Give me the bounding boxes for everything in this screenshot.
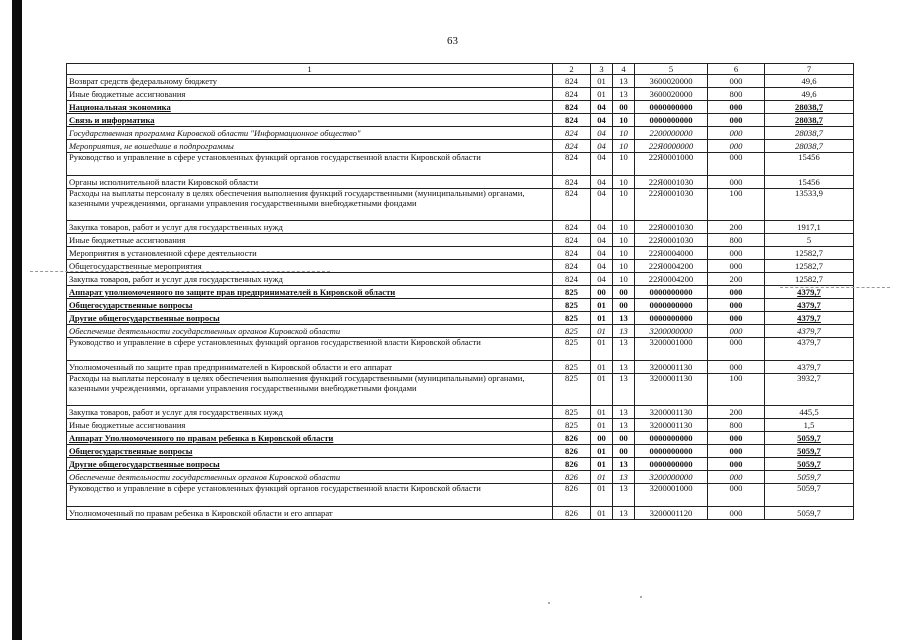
amount-cell: 28038,7	[765, 114, 854, 127]
admin-code-cell: 825	[553, 374, 591, 406]
expense-type-cell: 200	[708, 273, 765, 286]
target-article-cell: 0000000000	[635, 299, 708, 312]
row-name-cell: Закупка товаров, работ и услуг для государственных нужд	[67, 406, 553, 419]
amount-cell: 4379,7	[765, 325, 854, 338]
page-number: 63	[447, 35, 458, 47]
expense-type-cell: 000	[708, 471, 765, 484]
expense-type-cell: 000	[708, 127, 765, 140]
amount-cell: 5059,7	[765, 458, 854, 471]
amount-cell: 4379,7	[765, 338, 854, 361]
expense-type-cell: 000	[708, 176, 765, 189]
table-row	[67, 114, 854, 127]
row-name-cell: Общегосударственные мероприятия	[67, 260, 553, 273]
target-article-cell: 3600020000	[635, 75, 708, 88]
amount-cell: 5059,7	[765, 471, 854, 484]
amount-cell: 1917,1	[765, 221, 854, 234]
admin-code-cell: 824	[553, 234, 591, 247]
section-cell: 04	[591, 153, 613, 176]
row-name-cell: Руководство и управление в сфере установленных функций органов государственной власти Кировской области	[67, 484, 553, 507]
row-name-cell: Аппарат уполномоченного по защите прав предпринимателей в Кировской области	[67, 286, 553, 299]
table-row	[67, 432, 854, 445]
section-cell: 01	[591, 325, 613, 338]
amount-cell: 49,6	[765, 75, 854, 88]
amount-cell: 15456	[765, 153, 854, 176]
section-cell: 04	[591, 140, 613, 153]
expense-type-cell: 000	[708, 361, 765, 374]
column-header: 1	[67, 64, 553, 75]
target-article-cell: 3600020000	[635, 88, 708, 101]
subsection-cell: 10	[613, 114, 635, 127]
target-article-cell: 22Я0000000	[635, 140, 708, 153]
expense-type-cell: 200	[708, 221, 765, 234]
subsection-cell: 13	[613, 406, 635, 419]
expense-type-cell: 800	[708, 419, 765, 432]
admin-code-cell: 824	[553, 140, 591, 153]
section-cell: 04	[591, 234, 613, 247]
section-cell: 01	[591, 458, 613, 471]
amount-cell: 1,5	[765, 419, 854, 432]
target-article-cell: 3200001130	[635, 374, 708, 406]
subsection-cell: 10	[613, 247, 635, 260]
row-name-cell: Обеспечение деятельности государственных органов Кировской области	[67, 325, 553, 338]
amount-cell: 4379,7	[765, 299, 854, 312]
amount-cell: 49,6	[765, 88, 854, 101]
amount-cell: 445,5	[765, 406, 854, 419]
admin-code-cell: 824	[553, 221, 591, 234]
target-article-cell: 22Я0001030	[635, 234, 708, 247]
subsection-cell: 00	[613, 101, 635, 114]
table-row	[67, 140, 854, 153]
admin-code-cell: 824	[553, 189, 591, 221]
table-row	[67, 127, 854, 140]
subsection-cell: 00	[613, 299, 635, 312]
target-article-cell: 3200001120	[635, 507, 708, 520]
column-header: 2	[553, 64, 591, 75]
table-row	[67, 484, 854, 507]
row-name-cell: Мероприятия в установленной сфере деятельности	[67, 247, 553, 260]
expense-type-cell: 000	[708, 458, 765, 471]
amount-cell: 12582,7	[765, 273, 854, 286]
admin-code-cell: 824	[553, 176, 591, 189]
target-article-cell: 0000000000	[635, 114, 708, 127]
target-article-cell: 0000000000	[635, 101, 708, 114]
table-row	[67, 471, 854, 484]
expense-type-cell: 000	[708, 484, 765, 507]
table-row	[67, 221, 854, 234]
target-article-cell: 0000000000	[635, 312, 708, 325]
admin-code-cell: 825	[553, 419, 591, 432]
expense-type-cell: 000	[708, 299, 765, 312]
target-article-cell: 0000000000	[635, 286, 708, 299]
section-cell: 01	[591, 75, 613, 88]
table-row	[67, 445, 854, 458]
target-article-cell: 3200001000	[635, 338, 708, 361]
amount-cell: 4379,7	[765, 286, 854, 299]
table-row	[67, 374, 854, 406]
subsection-cell: 10	[613, 260, 635, 273]
scan-artifact-dot	[640, 596, 642, 598]
scan-edge	[12, 0, 22, 640]
subsection-cell: 10	[613, 189, 635, 221]
table-row	[67, 88, 854, 101]
subsection-cell: 13	[613, 312, 635, 325]
target-article-cell: 22Я0001030	[635, 176, 708, 189]
target-article-cell: 3200000000	[635, 325, 708, 338]
row-name-cell: Другие общегосударственные вопросы	[67, 458, 553, 471]
target-article-cell: 3200001130	[635, 406, 708, 419]
admin-code-cell: 825	[553, 312, 591, 325]
target-article-cell: 3200000000	[635, 471, 708, 484]
subsection-cell: 13	[613, 471, 635, 484]
row-name-cell: Общегосударственные вопросы	[67, 445, 553, 458]
row-name-cell: Руководство и управление в сфере установленных функций органов государственной власти Кировской области	[67, 338, 553, 361]
subsection-cell: 10	[613, 176, 635, 189]
admin-code-cell: 825	[553, 406, 591, 419]
admin-code-cell: 826	[553, 445, 591, 458]
target-article-cell: 0000000000	[635, 432, 708, 445]
target-article-cell: 22Я0001030	[635, 221, 708, 234]
table-row	[67, 361, 854, 374]
expense-type-cell: 000	[708, 325, 765, 338]
amount-cell: 5059,7	[765, 507, 854, 520]
expense-type-cell: 000	[708, 338, 765, 361]
row-name-cell: Другие общегосударственные вопросы	[67, 312, 553, 325]
section-cell: 01	[591, 299, 613, 312]
section-cell: 01	[591, 361, 613, 374]
scan-artifact-dot	[548, 602, 550, 604]
section-cell: 01	[591, 484, 613, 507]
subsection-cell: 00	[613, 286, 635, 299]
amount-cell: 28038,7	[765, 140, 854, 153]
admin-code-cell: 826	[553, 471, 591, 484]
row-name-cell: Мероприятия, не вошедшие в подпрограммы	[67, 140, 553, 153]
table-row	[67, 75, 854, 88]
target-article-cell: 22Я0001030	[635, 189, 708, 221]
amount-cell: 3932,7	[765, 374, 854, 406]
column-header: 6	[708, 64, 765, 75]
subsection-cell: 00	[613, 432, 635, 445]
expense-type-cell: 000	[708, 114, 765, 127]
amount-cell: 13533,9	[765, 189, 854, 221]
admin-code-cell: 824	[553, 75, 591, 88]
table-row	[67, 247, 854, 260]
admin-code-cell: 824	[553, 273, 591, 286]
amount-cell: 4379,7	[765, 312, 854, 325]
subsection-cell: 13	[613, 361, 635, 374]
row-name-cell: Иные бюджетные ассигнования	[67, 234, 553, 247]
expense-type-cell: 100	[708, 189, 765, 221]
section-cell: 04	[591, 260, 613, 273]
subsection-cell: 10	[613, 127, 635, 140]
row-name-cell: Закупка товаров, работ и услуг для государственных нужд	[67, 221, 553, 234]
section-cell: 04	[591, 273, 613, 286]
amount-cell: 5	[765, 234, 854, 247]
target-article-cell: 0000000000	[635, 458, 708, 471]
subsection-cell: 13	[613, 75, 635, 88]
expense-type-cell: 000	[708, 153, 765, 176]
section-cell: 01	[591, 312, 613, 325]
budget-table	[66, 63, 854, 520]
subsection-cell: 10	[613, 234, 635, 247]
section-cell: 04	[591, 101, 613, 114]
target-article-cell: 3200001130	[635, 419, 708, 432]
scan-artifact-line	[780, 287, 890, 288]
subsection-cell: 10	[613, 153, 635, 176]
admin-code-cell: 824	[553, 153, 591, 176]
row-name-cell: Закупка товаров, работ и услуг для государственных нужд	[67, 273, 553, 286]
target-article-cell: 22Я0004000	[635, 247, 708, 260]
section-cell: 01	[591, 507, 613, 520]
row-name-cell: Обеспечение деятельности государственных органов Кировской области	[67, 471, 553, 484]
subsection-cell: 10	[613, 273, 635, 286]
admin-code-cell: 824	[553, 88, 591, 101]
row-name-cell: Аппарат Уполномоченного по правам ребенка в Кировской области	[67, 432, 553, 445]
subsection-cell: 13	[613, 325, 635, 338]
expense-type-cell: 000	[708, 445, 765, 458]
amount-cell: 12582,7	[765, 260, 854, 273]
admin-code-cell: 824	[553, 247, 591, 260]
row-name-cell: Руководство и управление в сфере установленных функций органов государственной власти Кировской области	[67, 153, 553, 176]
amount-cell: 15456	[765, 176, 854, 189]
amount-cell: 5059,7	[765, 432, 854, 445]
table-row	[67, 153, 854, 176]
expense-type-cell: 000	[708, 312, 765, 325]
target-article-cell: 22Я0004200	[635, 260, 708, 273]
table-row	[67, 273, 854, 286]
section-cell: 01	[591, 445, 613, 458]
subsection-cell: 10	[613, 221, 635, 234]
amount-cell: 28038,7	[765, 101, 854, 114]
target-article-cell: 22Я0001000	[635, 153, 708, 176]
expense-type-cell: 000	[708, 75, 765, 88]
column-header: 7	[765, 64, 854, 75]
table-row	[67, 299, 854, 312]
admin-code-cell: 825	[553, 338, 591, 361]
section-cell: 04	[591, 114, 613, 127]
target-article-cell: 22Я0004200	[635, 273, 708, 286]
column-header: 3	[591, 64, 613, 75]
scan-artifact-line	[30, 271, 330, 272]
section-cell: 01	[591, 406, 613, 419]
section-cell: 01	[591, 419, 613, 432]
section-cell: 04	[591, 247, 613, 260]
expense-type-cell: 000	[708, 432, 765, 445]
admin-code-cell: 824	[553, 101, 591, 114]
subsection-cell: 13	[613, 507, 635, 520]
subsection-cell: 13	[613, 88, 635, 101]
target-article-cell: 3200001000	[635, 484, 708, 507]
table-row	[67, 189, 854, 221]
table-row	[67, 419, 854, 432]
row-name-cell: Органы исполнительной власти Кировской области	[67, 176, 553, 189]
column-header: 4	[613, 64, 635, 75]
admin-code-cell: 826	[553, 432, 591, 445]
section-cell: 00	[591, 432, 613, 445]
admin-code-cell: 825	[553, 361, 591, 374]
subsection-cell: 00	[613, 445, 635, 458]
subsection-cell: 13	[613, 338, 635, 361]
target-article-cell: 2200000000	[635, 127, 708, 140]
admin-code-cell: 825	[553, 299, 591, 312]
row-name-cell: Иные бюджетные ассигнования	[67, 419, 553, 432]
section-cell: 01	[591, 374, 613, 406]
table-row	[67, 286, 854, 299]
subsection-cell: 10	[613, 140, 635, 153]
amount-cell: 12582,7	[765, 247, 854, 260]
subsection-cell: 13	[613, 419, 635, 432]
section-cell: 01	[591, 88, 613, 101]
table-row	[67, 234, 854, 247]
admin-code-cell: 826	[553, 484, 591, 507]
section-cell: 04	[591, 127, 613, 140]
subsection-cell: 13	[613, 374, 635, 406]
row-name-cell: Связь и информатика	[67, 114, 553, 127]
row-name-cell: Общегосударственные вопросы	[67, 299, 553, 312]
row-name-cell: Государственная программа Кировской области "Информационное общество"	[67, 127, 553, 140]
section-cell: 01	[591, 471, 613, 484]
subsection-cell: 13	[613, 484, 635, 507]
table-row	[67, 101, 854, 114]
table-row	[67, 507, 854, 520]
row-name-cell: Уполномоченный по правам ребенка в Кировской области и его аппарат	[67, 507, 553, 520]
admin-code-cell: 826	[553, 458, 591, 471]
amount-cell: 28038,7	[765, 127, 854, 140]
row-name-cell: Расходы на выплаты персоналу в целях обеспечения выполнения функций государственными (муниципальными) органами, казенными учреждениями, органами управления государственными внебюджетными фондами	[67, 374, 553, 406]
expense-type-cell: 800	[708, 234, 765, 247]
table-row	[67, 312, 854, 325]
row-name-cell: Расходы на выплаты персоналу в целях обеспечения выполнения функций государственными (муниципальными) органами, казенными учреждениями, органами управления государственными внебюджетными фондами	[67, 189, 553, 221]
expense-type-cell: 000	[708, 101, 765, 114]
row-name-cell: Иные бюджетные ассигнования	[67, 88, 553, 101]
section-cell: 04	[591, 221, 613, 234]
table-row	[67, 325, 854, 338]
row-name-cell: Национальная экономика	[67, 101, 553, 114]
admin-code-cell: 824	[553, 127, 591, 140]
table-header-row	[67, 64, 854, 75]
section-cell: 04	[591, 176, 613, 189]
expense-type-cell: 000	[708, 247, 765, 260]
target-article-cell: 0000000000	[635, 445, 708, 458]
admin-code-cell: 825	[553, 286, 591, 299]
admin-code-cell: 824	[553, 114, 591, 127]
section-cell: 04	[591, 189, 613, 221]
section-cell: 01	[591, 338, 613, 361]
amount-cell: 5059,7	[765, 445, 854, 458]
expense-type-cell: 800	[708, 88, 765, 101]
row-name-cell: Уполномоченный по защите прав предпринимателей в Кировской области и его аппарат	[67, 361, 553, 374]
column-header: 5	[635, 64, 708, 75]
amount-cell: 5059,7	[765, 484, 854, 507]
expense-type-cell: 000	[708, 507, 765, 520]
admin-code-cell: 824	[553, 260, 591, 273]
table-row	[67, 406, 854, 419]
table-row	[67, 176, 854, 189]
target-article-cell: 3200001130	[635, 361, 708, 374]
table-row	[67, 458, 854, 471]
expense-type-cell: 200	[708, 406, 765, 419]
expense-type-cell: 100	[708, 374, 765, 406]
table-row	[67, 338, 854, 361]
admin-code-cell: 825	[553, 325, 591, 338]
row-name-cell: Возврат средств федеральному бюджету	[67, 75, 553, 88]
admin-code-cell: 826	[553, 507, 591, 520]
expense-type-cell: 000	[708, 286, 765, 299]
expense-type-cell: 000	[708, 260, 765, 273]
amount-cell: 4379,7	[765, 361, 854, 374]
budget-table-body	[67, 64, 854, 520]
expense-type-cell: 000	[708, 140, 765, 153]
section-cell: 00	[591, 286, 613, 299]
subsection-cell: 13	[613, 458, 635, 471]
